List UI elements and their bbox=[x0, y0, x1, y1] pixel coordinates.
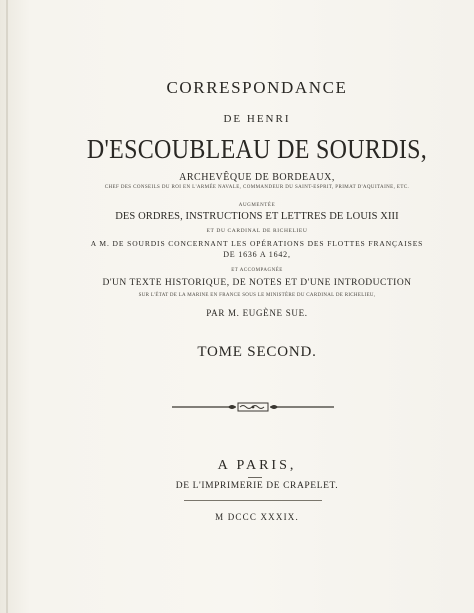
author-title: ARCHEVÊQUE DE BORDEAUX, bbox=[179, 172, 335, 183]
subtitle-operations: A M. DE SOURDIS CONCERNANT LES OPÉRATIONS DES FLOTTES FRANÇAISES bbox=[90, 239, 424, 248]
connector-accompagnee: ET ACCOMPAGNÉE bbox=[231, 268, 283, 273]
editor-credit: PAR M. EUGÈNE SUE. bbox=[206, 308, 308, 318]
title-page-content bbox=[40, 0, 474, 613]
subtitle-etat-marine: SUR L'ÉTAT DE LA MARINE EN FRANCE SOUS LE MINISTÈRE DU CARDINAL DE RICHELIEU, bbox=[138, 293, 376, 298]
publication-date: M DCCC XXXIX. bbox=[215, 512, 299, 522]
connector-augmentee: AUGMENTÉE bbox=[238, 203, 276, 208]
subtitle-years: DE 1636 A 1642, bbox=[223, 250, 291, 259]
subtitle-texte: D'UN TEXTE HISTORIQUE, DE NOTES ET D'UNE INTRODUCTION bbox=[102, 278, 412, 288]
page-gutter-shadow bbox=[6, 0, 8, 613]
long-divider bbox=[184, 500, 322, 501]
ornament-rule-icon bbox=[170, 400, 336, 414]
small-divider bbox=[248, 477, 262, 478]
printer: DE L'IMPRIMERIE DE CRAPELET. bbox=[175, 481, 339, 491]
heading-de-henri: DE HENRI bbox=[223, 113, 291, 125]
heading-correspondance: CORRESPONDANCE bbox=[166, 78, 348, 97]
subtitle-ordres: DES ORDRES, INSTRUCTIONS ET LETTRES DE LOUIS XIII bbox=[115, 211, 399, 222]
author-offices: CHEF DES CONSEILS DU ROI EN L'ARMÉE NAVALE, COMMANDEUR DU SAINT-ESPRIT, PRIMAT D'AQUITAINE, ETC. bbox=[104, 185, 410, 190]
author-name: D'ESCOUBLEAU DE SOURDIS, bbox=[86, 134, 428, 165]
volume-label: TOME SECOND. bbox=[197, 344, 317, 360]
publication-city: A PARIS, bbox=[217, 458, 297, 473]
subtitle-cardinal: ET DU CARDINAL DE RICHELIEU bbox=[206, 228, 308, 234]
